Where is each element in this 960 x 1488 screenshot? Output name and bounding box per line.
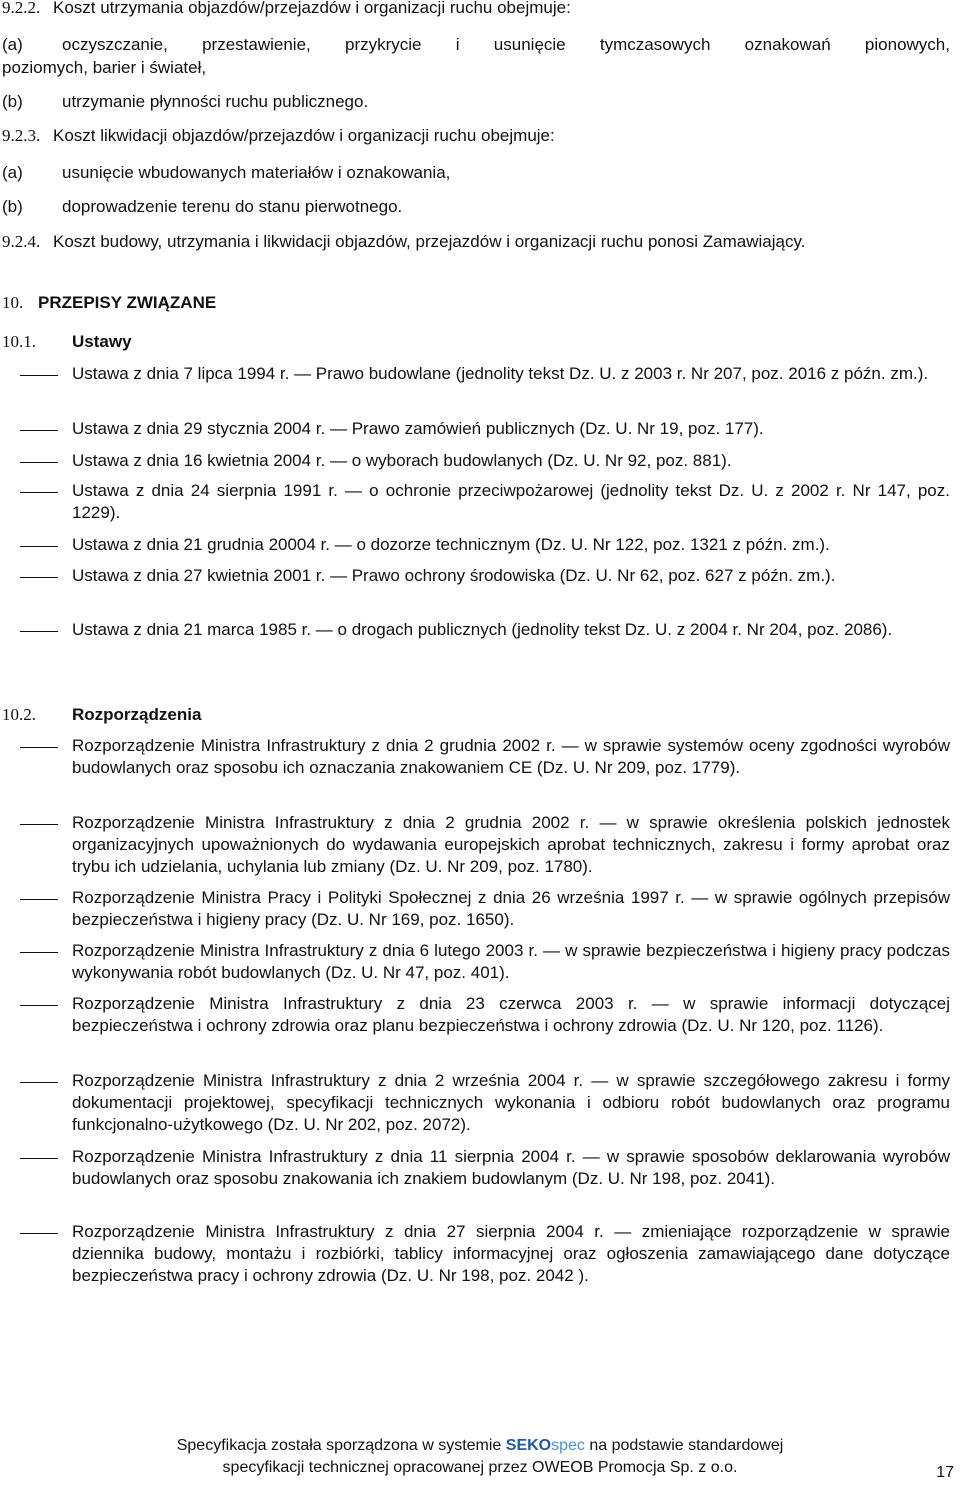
section-102-title: Rozporządzenia	[72, 705, 202, 724]
list-dash	[20, 1233, 58, 1234]
item-label: (a)	[2, 35, 23, 54]
list-item: Rozporządzenie Ministra Infrastruktury z dnia 11 sierpnia 2004 r. — w sprawie sposobów deklarowania wyrobów budowlanych oraz sposobu znakowania ich znakiem budowlanym (Dz. U. Nr 198, poz. 2041).	[72, 1147, 950, 1188]
section-101-number: 10.1.	[2, 332, 36, 351]
list-item: Rozporządzenie Ministra Infrastruktury z dnia 2 września 2004 r. — w sprawie szczegółowego zakresu i formy dokumentacji projektowej, specyfikacji technicznych wykonania i odbioru robót budowlanych oraz programu funkcjonalno-użytkowego (Dz. U. Nr 202, poz. 2072).	[72, 1071, 950, 1134]
list-item: Ustawa z dnia 7 lipca 1994 r. — Prawo budowlane (jednolity tekst Dz. U. z 2003 r. Nr 207, poz. 2016 z późn. zm.).	[72, 364, 929, 383]
list-dash	[20, 952, 58, 953]
section-number: 9.2.4.	[2, 232, 41, 251]
item-label: (a)	[2, 163, 23, 182]
section-923-heading	[2, 126, 555, 146]
page-number: 17	[936, 1464, 954, 1481]
item-text-cont: poziomych, barier i świateł,	[2, 58, 207, 77]
section-101-title: Ustawy	[72, 332, 132, 351]
list-dash	[20, 824, 58, 825]
list-item: Rozporządzenie Ministra Infrastruktury z dnia 6 lutego 2003 r. — w sprawie bezpieczeństwa i higieny pracy podczas wykonywania robót budowlanych (Dz. U. Nr 47, poz. 401).	[72, 941, 950, 982]
list-item: Ustawa z dnia 24 sierpnia 1991 r. — o ochronie przeciwpożarowej (jednolity tekst Dz. U. z 2002 r. Nr 147, poz. 1229).	[72, 481, 950, 522]
list-item: Ustawa z dnia 29 stycznia 2004 r. — Prawo zamówień publicznych (Dz. U. Nr 19, poz. 177).	[72, 419, 764, 438]
section-922-heading	[2, 0, 571, 18]
list-item: Ustawa z dnia 21 marca 1985 r. — o drogach publicznych (jednolity tekst Dz. U. z 2004 r. Nr 204, poz. 2086).	[72, 620, 893, 639]
section-number: 10.	[2, 293, 24, 312]
item-label: (b)	[2, 92, 23, 111]
section-10-heading	[2, 293, 216, 313]
section-text: Koszt budowy, utrzymania i likwidacji objazdów, przejazdów i organizacji ruchu ponosi Zamawiający.	[52, 232, 806, 251]
list-item: Rozporządzenie Ministra Infrastruktury z dnia 2 grudnia 2002 r. — w sprawie określenia polskich jednostek organizacyjnych upoważnionych do wydawania europejskich aprobat technicznych, zakresu i formy aprobat oraz trybu ich udzielania, uchylania lub zmiany (Dz. U. Nr 209, poz. 1780).	[72, 813, 950, 876]
list-dash	[20, 747, 58, 748]
section-924	[2, 232, 805, 252]
list-item: Rozporządzenie Ministra Infrastruktury z dnia 27 sierpnia 2004 r. — zmieniające rozporządzenie w sprawie dziennika budowy, montażu i rozbiórki, tablicy informacyjnej oraz ogłoszenia zamawiającego dane dotyczące bezpieczeństwa pracy i ochrony zdrowia (Dz. U. Nr 198, poz. 2042 ).	[72, 1222, 950, 1285]
list-item: Ustawa z dnia 27 kwietnia 2001 r. — Prawo ochrony środowiska (Dz. U. Nr 62, poz. 627 z późn. zm.).	[72, 566, 836, 585]
list-dash	[20, 1082, 58, 1083]
list-item: Ustawa z dnia 21 grudnia 20004 r. — o dozorze technicznym (Dz. U. Nr 122, poz. 1321 z późn. zm.).	[72, 535, 830, 554]
sekospec-logo: SEKOspec	[505, 1437, 585, 1454]
list-dash	[20, 546, 58, 547]
section-number: 9.2.2.	[2, 0, 41, 17]
list-item: Ustawa z dnia 16 kwietnia 2004 r. — o wyborach budowlanych (Dz. U. Nr 92, poz. 881).	[72, 451, 732, 470]
section-number: 9.2.3.	[2, 126, 41, 145]
item-text: doprowadzenie terenu do stanu pierwotnego.	[62, 197, 403, 216]
list-item: Rozporządzenie Ministra Infrastruktury z dnia 23 czerwca 2003 r. — w sprawie informacji dotyczącej bezpieczeństwa i ochrony zdrowia oraz planu bezpieczeństwa i ochrony zdrowia (Dz. U. Nr 120, poz. 1126).	[72, 994, 950, 1035]
list-item: Rozporządzenie Ministra Infrastruktury z dnia 2 grudnia 2002 r. — w sprawie systemów oceny zgodności wyrobów budowlanych oraz sposobu ich oznaczania znakowaniem CE (Dz. U. Nr 209, poz. 1779).	[72, 736, 950, 777]
section-title: PRZEPISY ZWIĄZANE	[37, 293, 217, 312]
list-item: Rozporządzenie Ministra Pracy i Polityki Społecznej z dnia 26 września 1997 r. — w sprawie ogólnych przepisów bezpieczeństwa i higieny pracy (Dz. U. Nr 169, poz. 1650).	[72, 888, 950, 929]
list-dash	[20, 577, 58, 578]
list-dash	[20, 375, 58, 376]
item-text: usunięcie wbudowanych materiałów i oznakowania,	[62, 163, 451, 182]
item-text: oczyszczanie, przestawienie, przykrycie i usunięcie tymczasowych oznakowań pionowych,	[62, 35, 950, 54]
list-dash	[20, 631, 58, 632]
footer-line-2: specyfikacji technicznej opracowanej przez OWEOB Promocja Sp. z o.o.	[222, 1459, 738, 1476]
list-dash	[20, 1158, 58, 1159]
section-title: Koszt likwidacji objazdów/przejazdów i organizacji ruchu obejmuje:	[52, 126, 555, 145]
list-dash	[20, 430, 58, 431]
list-dash	[20, 462, 58, 463]
item-text: utrzymanie płynności ruchu publicznego.	[62, 92, 369, 111]
list-dash	[20, 492, 58, 493]
item-label: (b)	[2, 197, 23, 216]
section-102-number: 10.2.	[2, 705, 36, 724]
footer-line-1: Specyfikacja została sporządzona w systemie SEKOspec na podstawie standardowej	[176, 1437, 784, 1454]
list-dash	[20, 899, 58, 900]
section-title: Koszt utrzymania objazdów/przejazdów i organizacji ruchu obejmuje:	[52, 0, 571, 17]
list-dash	[20, 1005, 58, 1006]
